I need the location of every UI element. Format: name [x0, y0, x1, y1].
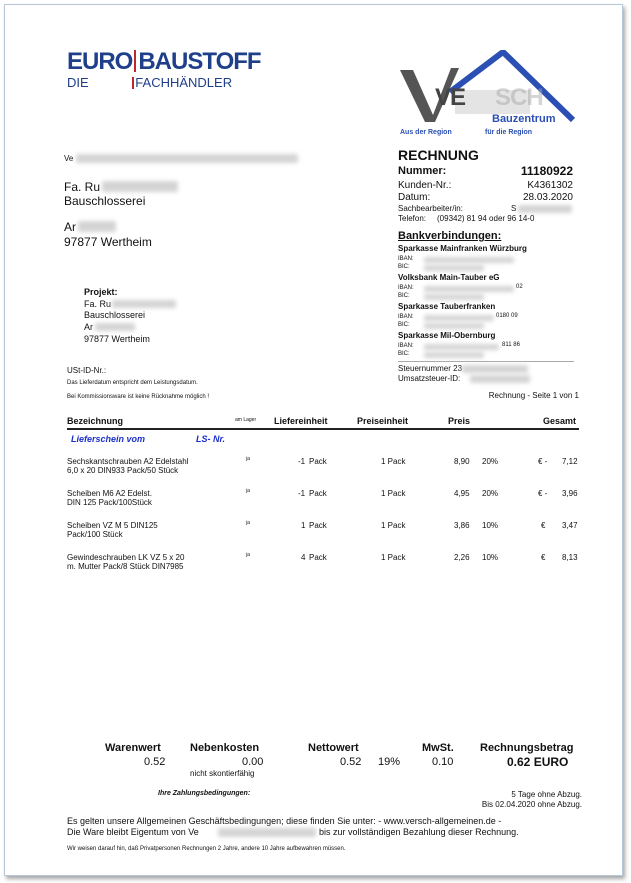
row-vat: 10% [482, 553, 499, 562]
row-desc2: DIN 125 Pack/100Stück [67, 498, 152, 507]
sender-line: Ve [64, 154, 74, 163]
payment-line1: 5 Tage ohne Abzug. [511, 790, 582, 799]
clerk-label: Sachbearbeiter/in: [398, 204, 463, 213]
no-return-note: Bei Kommissionsware ist keine Rücknahme möglich ! [67, 394, 210, 400]
recipient-company: Fa. Ru [64, 180, 101, 194]
invoice-total-label: Rechnungsbetrag [480, 742, 574, 754]
recipient-street: Ar [64, 220, 76, 234]
row-desc1: Sechskantschrauben A2 Edelstahl [67, 457, 189, 466]
payment-label: Ihre Zahlungsbedingungen: [158, 790, 251, 797]
iban-label: IBAN: [398, 256, 414, 262]
row-total: 7,12 [562, 457, 578, 466]
row-price-unit: 1 Pack [381, 489, 406, 498]
versch-slogan-right: für die Region [485, 129, 533, 136]
col-stock: am Lager [235, 417, 257, 423]
row-price-unit: 1 Pack [381, 553, 406, 562]
row-unit: Pack [309, 489, 327, 498]
bank-name: Sparkasse Mil-Obernburg [398, 331, 496, 340]
eurobaustoff-logo [67, 50, 261, 89]
project-type: Bauschlosserei [84, 310, 146, 320]
bank-title: Bankverbindungen: [398, 230, 502, 242]
row-currency: € [541, 553, 546, 562]
row-stock: ja [246, 520, 250, 526]
goods-label: Warenwert [105, 742, 161, 754]
bank-name: Volksbank Main-Tauber eG [398, 273, 500, 282]
col-total: Gesamt [543, 416, 577, 426]
row-currency: € - [538, 457, 548, 466]
iban-label: IBAN: [398, 314, 414, 320]
row-unit: Pack [309, 457, 327, 466]
footer-ownership-end: bis zur vollständigen Bezahlung dieser Rechnung. [319, 827, 519, 837]
net-label: Nettowert [308, 742, 359, 754]
payment-line2: Bis 02.04.2020 ohne Abzug. [481, 800, 582, 809]
iban-tail: 0180 09 [496, 313, 518, 319]
row-unit: Pack [309, 553, 327, 562]
phone-label: Telefon: [398, 214, 427, 223]
iban-label: IBAN: [398, 343, 414, 349]
row-desc2: m. Mutter Pack/8 Stück DIN7985 [67, 562, 184, 571]
row-qty: 1 [301, 521, 306, 530]
versch-logo [395, 50, 595, 145]
row-qty: 4 [301, 553, 306, 562]
bic-label: BIC: [398, 351, 410, 357]
delivery-date-note: Das Lieferdatum entspricht dem Leistungsdatum. [67, 380, 198, 386]
row-desc2: 6,0 x 20 DIN933 Pack/50 Stück [67, 466, 179, 475]
row-desc1: Scheiben M6 A2 Edelst. [67, 489, 152, 498]
row-desc2: Pack/100 Stück [67, 530, 123, 539]
vat-label: MwSt. [422, 742, 454, 754]
footer-terms: Es gelten unsere Allgemeinen Geschäftsbedingungen; diese finden Sie unter: - www.versch-allgemeinen.de - [67, 816, 502, 826]
goods-value: 0.52 [144, 756, 166, 768]
row-vat: 20% [482, 489, 499, 498]
logo-euro-text: EURO [67, 48, 133, 75]
row-stock: ja [246, 456, 250, 462]
row-unit: Pack [309, 521, 327, 530]
iban-tail: 811 86 [502, 342, 520, 348]
project-city: 97877 Wertheim [84, 334, 150, 344]
row-qty: -1 [298, 457, 306, 466]
bank-name: Sparkasse Mainfranken Würzburg [398, 244, 527, 253]
versch-name-start: VE [435, 84, 466, 111]
row-currency: € - [538, 489, 548, 498]
row-total: 3,47 [562, 521, 578, 530]
row-total: 8,13 [562, 553, 578, 562]
vat-id-label: USt-ID-Nr.: [67, 366, 107, 375]
row-total: 3,96 [562, 489, 578, 498]
invoice-total-value: 0.62 EURO [507, 755, 569, 769]
logo-baustoff-text: BAUSTOFF [138, 48, 261, 75]
footer-ownership-start: Die Ware bleibt Eigentum von Ve [67, 827, 199, 837]
iban-tail: 02 [516, 284, 523, 290]
row-qty: -1 [298, 489, 306, 498]
row-desc1: Scheiben VZ M 5 DIN125 [67, 521, 158, 530]
tax-number-label: Steuernummer 23 [398, 364, 463, 373]
clerk-value: S [511, 204, 517, 213]
row-price-unit: 1 Pack [381, 521, 406, 530]
bank-name: Sparkasse Tauberfranken [398, 302, 496, 311]
recipient-city: 97877 Wertheim [64, 235, 152, 249]
logo-die-text: DIE [67, 75, 89, 90]
col-price-unit: Preiseinheit [357, 416, 409, 426]
invoice-title: RECHNUNG [398, 147, 479, 163]
col-description: Bezeichnung [67, 416, 124, 426]
row-desc1: Gewindeschrauben LK VZ 5 x 20 [67, 553, 185, 562]
extra-costs-label: Nebenkosten [190, 742, 260, 754]
vat-value: 0.10 [432, 756, 454, 768]
row-price: 3,86 [454, 521, 470, 530]
date-label: Datum: [398, 192, 431, 203]
page-info: Rechnung - Seite 1 von 1 [488, 391, 579, 400]
customer-no-label: Kunden-Nr.: [398, 180, 452, 191]
row-currency: € [541, 521, 546, 530]
extra-costs-value: 0.00 [242, 756, 264, 768]
iban-label: IBAN: [398, 285, 414, 291]
project-company: Fa. Ru [84, 299, 112, 309]
footer-retention-note: Wir weisen darauf hin, daß Privatpersonen Rechnungen 2 Jahre, andere 10 Jahre aufbewahren müssen. [67, 846, 346, 852]
phone-value: (09342) 81 94 oder 96 14-0 [437, 214, 535, 223]
project-street: Ar [84, 322, 93, 332]
row-vat: 10% [482, 521, 499, 530]
logo-fachhaendler-text: FACHHÄNDLER [135, 75, 233, 90]
row-price-unit: 1 Pack [381, 457, 406, 466]
bic-label: BIC: [398, 293, 410, 299]
customer-no: K4361302 [527, 180, 573, 191]
row-price: 2,26 [454, 553, 470, 562]
row-stock: ja [246, 552, 250, 558]
versch-slogan-left: Aus der Region [400, 129, 452, 136]
row-price: 4,95 [454, 489, 470, 498]
row-vat: 20% [482, 457, 499, 466]
row-price: 8,90 [454, 457, 470, 466]
invoice-number-label: Nummer: [398, 165, 447, 177]
row-stock: ja [246, 488, 250, 494]
ls-number-label: LS- Nr. [196, 434, 226, 444]
vat-id-bank-label: Umsatzsteuer-ID: [398, 374, 461, 383]
col-price: Preis [448, 416, 471, 426]
bic-label: BIC: [398, 322, 410, 328]
net-value: 0.52 [340, 756, 362, 768]
delivery-note-label: Lieferschein vom [71, 434, 146, 444]
versch-subtitle: Bauzentrum [492, 113, 556, 125]
col-delivery-unit: Liefereinheit [274, 416, 328, 426]
recipient-type: Bauschlosserei [64, 194, 146, 208]
extra-costs-note: nicht skontierfähig [190, 769, 255, 778]
versch-name-end: SCH [495, 84, 543, 111]
bic-label: BIC: [398, 264, 410, 270]
vat-rate: 19% [378, 756, 401, 768]
invoice-date: 28.03.2020 [522, 192, 573, 203]
project-label: Projekt: [84, 287, 118, 297]
invoice-number: 11180922 [520, 164, 573, 178]
